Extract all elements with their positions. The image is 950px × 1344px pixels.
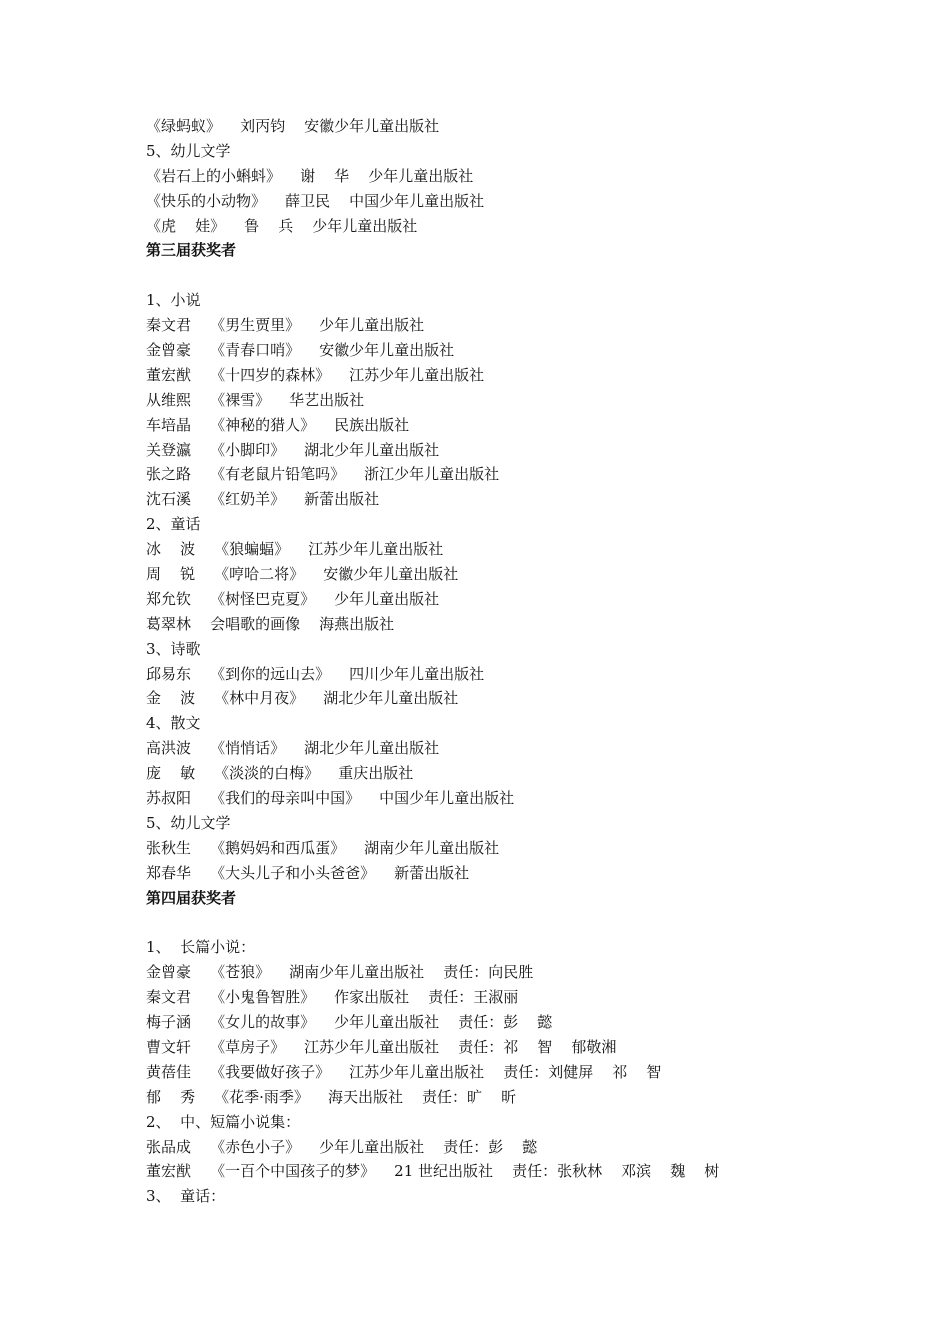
award-entry: 高洪波 《悄悄话》 湖北少年儿童出版社 xyxy=(146,739,440,758)
award-entry: 金曾豪 《青春口哨》 安徽少年儿童出版社 xyxy=(146,341,455,360)
award-entry: 金 波 《林中月夜》 湖北少年儿童出版社 xyxy=(146,689,459,708)
section-heading: 第三届获奖者 xyxy=(146,241,237,260)
category-label: 3、 童话： xyxy=(146,1187,226,1206)
award-entry: 曹文轩 《草房子》 江苏少年儿童出版社 责任：祁 智 郁敬湘 xyxy=(146,1037,617,1056)
award-entry: 董宏猷 《一百个中国孩子的梦》 21 世纪出版社 责任：张秋林 邓滨 魏 树 xyxy=(146,1162,720,1181)
award-entry: 周 锐 《哼哈二将》 安徽少年儿童出版社 xyxy=(146,565,459,584)
award-entry: 郑春华 《大头儿子和小头爸爸》 新蕾出版社 xyxy=(146,863,470,882)
category-label: 2、童话 xyxy=(146,515,201,534)
award-entry: 苏叔阳 《我们的母亲叫中国》 中国少年儿童出版社 xyxy=(146,789,515,808)
award-entry: 张秋生 《鹅妈妈和西瓜蛋》 湖南少年儿童出版社 xyxy=(146,838,500,857)
award-entry: 从维熙 《裸雪》 华艺出版社 xyxy=(146,390,365,409)
award-entry: 《绿蚂蚁》 刘丙钧 安徽少年儿童出版社 xyxy=(146,117,440,135)
category-label: 4、散文 xyxy=(146,714,201,733)
award-entry: 梅子涵 《女儿的故事》 少年儿童出版社 责任：彭 懿 xyxy=(146,1013,553,1032)
award-entry: 邱易东 《到你的远山去》 四川少年儿童出版社 xyxy=(146,664,485,683)
category-label: 1、小说 xyxy=(146,291,201,310)
award-entry: 《虎 娃》 鲁 兵 少年儿童出版社 xyxy=(146,216,418,235)
award-entry: 董宏猷 《十四岁的森林》 江苏少年儿童出版社 xyxy=(146,365,485,384)
award-entry: 秦文君 《小鬼鲁智胜》 作家出版社 责任：王淑丽 xyxy=(146,988,519,1007)
category-label: 3、诗歌 xyxy=(146,639,201,658)
award-entry: 秦文君 《男生贾里》 少年儿童出版社 xyxy=(146,316,425,335)
section-heading: 第四届获奖者 xyxy=(146,888,237,907)
award-entry: 《岩石上的小蝌蚪》 谢 华 少年儿童出版社 xyxy=(146,166,474,185)
blank-line xyxy=(146,263,866,288)
award-entry: 张品成 《赤色小子》 少年儿童出版社 责任：彭 懿 xyxy=(146,1137,538,1156)
category-label: 5、幼儿文学 xyxy=(146,813,231,832)
award-entry: 葛翠林 会唱歌的画像 海燕出版社 xyxy=(146,614,395,633)
award-entry: 张之路 《有老鼠片铅笔吗》 浙江少年儿童出版社 xyxy=(146,465,500,484)
category-label: 2、 中、短篇小说集： xyxy=(146,1112,301,1131)
blank-line xyxy=(146,911,866,936)
award-entry: 庞 敏 《淡淡的白梅》 重庆出版社 xyxy=(146,764,414,783)
award-entry: 郑允钦 《树怪巴克夏》 少年儿童出版社 xyxy=(146,589,440,608)
category-label: 1、 长篇小说： xyxy=(146,938,256,957)
category-label: 5、幼儿文学 xyxy=(146,141,231,160)
award-entry: 《快乐的小动物》 薛卫民 中国少年儿童出版社 xyxy=(146,191,485,210)
document-body xyxy=(146,114,866,1209)
award-entry: 郁 秀 《花季·雨季》 海天出版社 责任：旷 昕 xyxy=(146,1087,517,1106)
award-entry: 金曾豪 《苍狼》 湖南少年儿童出版社 责任：向民胜 xyxy=(146,963,534,982)
award-entry: 黄蓓佳 《我要做好孩子》 江苏少年儿童出版社 责任：刘健屏 祁 智 xyxy=(146,1062,662,1081)
award-entry: 冰 波 《狼蝙蝠》 江苏少年儿童出版社 xyxy=(146,540,444,559)
award-entry: 车培晶 《神秘的猎人》 民族出版社 xyxy=(146,415,410,434)
award-entry: 沈石溪 《红奶羊》 新蕾出版社 xyxy=(146,490,380,509)
award-entry: 关登瀛 《小脚印》 湖北少年儿童出版社 xyxy=(146,440,440,459)
